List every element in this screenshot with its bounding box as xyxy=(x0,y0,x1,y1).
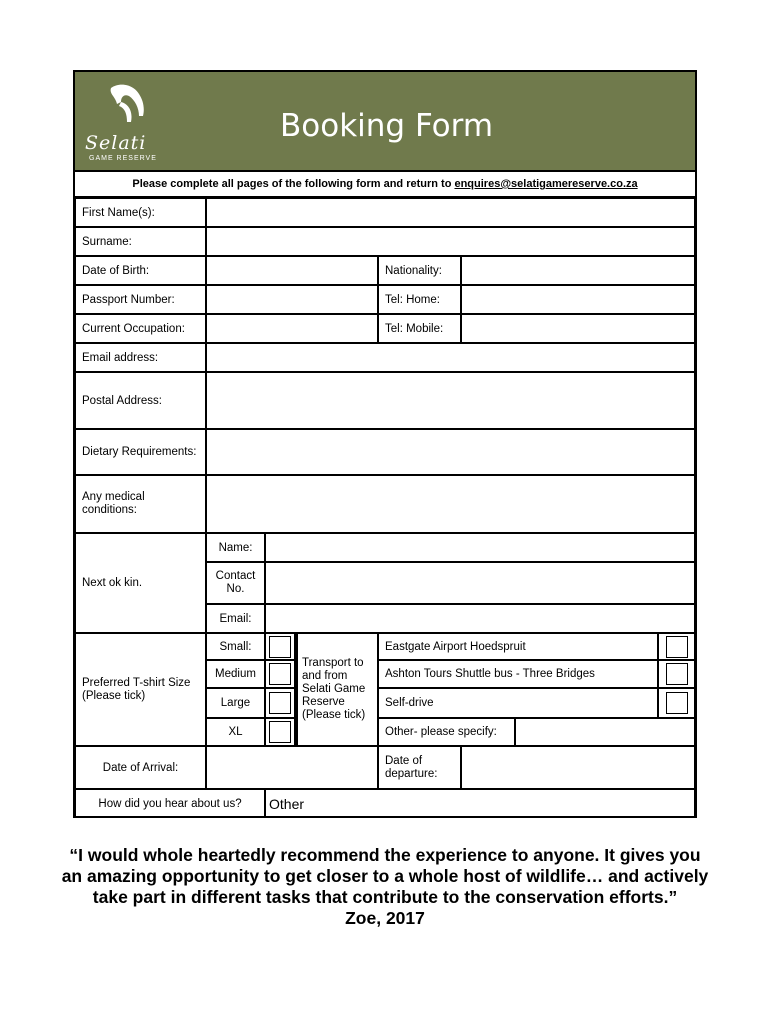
quote-text: “I would whole heartedly recommend the experience to anyone. It gives you an amazing opportunity to get closer to a whole host of wildlife… and actively take part in different tasks that contribute to the conservation efforts.” xyxy=(61,845,709,907)
testimonial-quote xyxy=(60,845,710,929)
transport-option-4: Other- please specify: xyxy=(378,718,515,746)
departure-label: Date of departure: xyxy=(378,746,461,789)
logo-brand: Selati xyxy=(85,132,147,154)
nok-name-field[interactable] xyxy=(265,533,695,562)
nok-email-field[interactable] xyxy=(265,604,695,633)
booking-form xyxy=(73,70,697,818)
size-large-label: Large xyxy=(206,688,265,718)
transport-option-2: Ashton Tours Shuttle bus - Three Bridges xyxy=(378,660,658,688)
page-title: Booking Form xyxy=(280,108,494,144)
postal-label: Postal Address: xyxy=(75,372,206,429)
antelope-icon xyxy=(99,82,159,132)
size-large-checkbox[interactable] xyxy=(269,692,291,714)
nok-contact-label: Contact No. xyxy=(206,562,265,604)
dob-label: Date of Birth: xyxy=(75,256,206,285)
occupation-field[interactable] xyxy=(206,314,378,343)
transport-2-checkbox[interactable] xyxy=(666,663,688,685)
size-medium-checkbox[interactable] xyxy=(269,663,291,685)
nok-contact-field[interactable] xyxy=(265,562,695,604)
email-link[interactable]: enquires@selatigamereserve.co.za xyxy=(454,178,638,190)
arrival-label: Date of Arrival: xyxy=(75,746,206,789)
passport-label: Passport Number: xyxy=(75,285,206,314)
first-name-label: First Name(s): xyxy=(75,198,206,227)
size-small-label: Small: xyxy=(206,633,265,660)
instruction-text: Please complete all pages of the following form and return to xyxy=(132,178,455,190)
hear-field[interactable]: Other xyxy=(265,789,695,818)
email-field[interactable] xyxy=(206,343,695,372)
hear-label: How did you hear about us? xyxy=(75,789,265,818)
tel-home-field[interactable] xyxy=(461,285,695,314)
postal-field[interactable] xyxy=(206,372,695,429)
medical-label: Any medical conditions: xyxy=(75,475,206,533)
tel-mobile-field[interactable] xyxy=(461,314,695,343)
departure-field[interactable] xyxy=(461,746,695,789)
tel-home-label: Tel: Home: xyxy=(378,285,461,314)
nok-name-label: Name: xyxy=(206,533,265,562)
form-header xyxy=(75,72,695,172)
tel-mobile-label: Tel: Mobile: xyxy=(378,314,461,343)
nok-email-label: Email: xyxy=(206,604,265,633)
size-small-checkbox[interactable] xyxy=(269,636,291,658)
transport-other-field[interactable] xyxy=(515,718,695,746)
dietary-label: Dietary Requirements: xyxy=(75,429,206,475)
surname-field[interactable] xyxy=(206,227,695,256)
quote-author: Zoe, 2017 xyxy=(345,908,425,928)
tshirt-label: Preferred T-shirt Size (Please tick) xyxy=(75,633,206,746)
instruction-line xyxy=(75,170,695,198)
size-xl-label: XL xyxy=(206,718,265,746)
transport-option-1: Eastgate Airport Hoedspruit xyxy=(378,633,658,660)
medical-field[interactable] xyxy=(206,475,695,533)
dob-field[interactable] xyxy=(206,256,378,285)
passport-field[interactable] xyxy=(206,285,378,314)
nationality-label: Nationality: xyxy=(378,256,461,285)
size-medium-label: Medium xyxy=(206,660,265,688)
surname-label: Surname: xyxy=(75,227,206,256)
transport-1-checkbox[interactable] xyxy=(666,636,688,658)
first-name-field[interactable] xyxy=(206,198,695,227)
size-xl-checkbox[interactable] xyxy=(269,721,291,743)
transport-option-3: Self-drive xyxy=(378,688,658,718)
selati-logo xyxy=(85,82,175,162)
next-of-kin-label: Next ok kin. xyxy=(75,533,206,633)
nationality-field[interactable] xyxy=(461,256,695,285)
logo-subtitle: GAME RESERVE xyxy=(89,155,157,162)
occupation-label: Current Occupation: xyxy=(75,314,206,343)
transport-label: Transport to and from Selati Game Reserve (Please tick) xyxy=(295,633,378,746)
transport-3-checkbox[interactable] xyxy=(666,692,688,714)
dietary-field[interactable] xyxy=(206,429,695,475)
email-label: Email address: xyxy=(75,343,206,372)
arrival-field[interactable] xyxy=(206,746,378,789)
